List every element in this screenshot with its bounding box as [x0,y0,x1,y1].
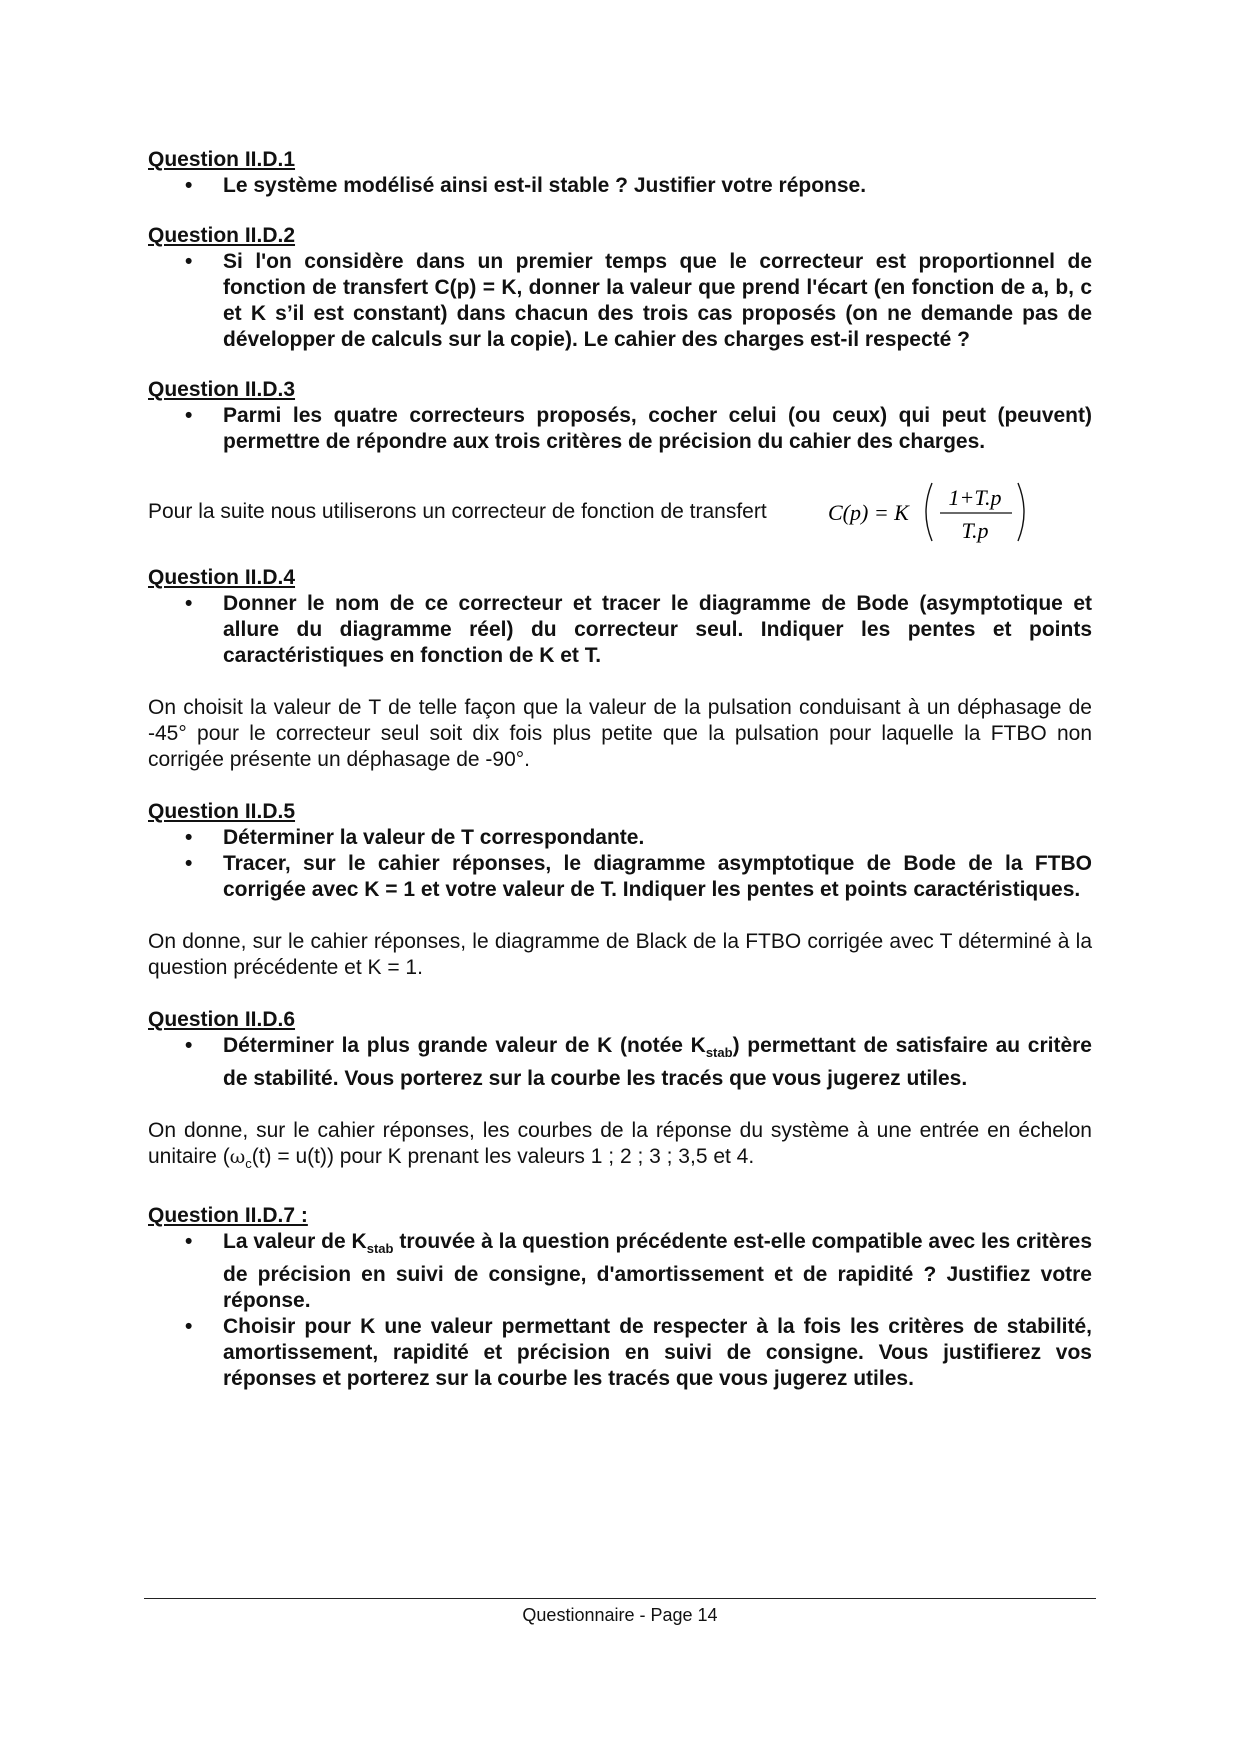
question-title: Question II.D.1 [148,148,296,171]
page-content [148,147,1092,1392]
bullet-list [148,173,1092,199]
paragraph-text: On donne, sur le cahier réponses, les courbes de la réponse du système à une entrée en échelon unitaire ( [148,1119,1092,1168]
omega-symbol: ω [229,1146,246,1168]
paragraph-text: (t) = u(t)) pour K prenant les valeurs 1 ; 2 ; 3 ; 3,5 et 4. [251,1145,755,1168]
bullet-list [148,403,1092,455]
subscript: c [245,1156,252,1171]
bullet-item [148,173,1092,199]
formula-row [148,475,1092,549]
bullet-text: ) permettant de satisfaire au critère de stabilité. Vous porterez sur la courbe les tracés que vous jugerez utiles. [223,1034,1092,1090]
bullet-list [148,591,1092,669]
subscript: stab [705,1045,733,1060]
bullet-item [148,825,1092,851]
question-title: Question II.D.3 [148,378,296,401]
bullet-item [148,403,1092,455]
bullet-icon: • [185,174,193,197]
formula-denominator: T.p [961,518,989,543]
question-title: Question II.D.6 [148,1008,296,1031]
formula-numerator: 1+T.p [948,485,1002,510]
paragraph: On choisit la valeur de T de telle façon que la valeur de la pulsation conduisant à un déphasage de -45° pour le correcteur seul soit dix fois plus petite que la pulsation pour laquelle la FTBO non corrigée présente un déphasage de -90°. [148,696,1092,771]
bullet-icon: • [185,1315,193,1338]
bullet-icon: • [185,826,193,849]
bullet-icon: • [185,852,193,875]
question-title: Question II.D.7 : [148,1204,308,1227]
page-footer: Questionnaire - Page 14 [522,1605,718,1625]
bullet-icon: • [185,250,193,273]
bullet-text: Le système modélisé ainsi est-il stable ? Justifier votre réponse. [223,174,867,197]
bullet-item [148,1229,1092,1314]
formula-intro: Pour la suite nous utiliserons un correcteur de fonction de transfert [148,500,767,523]
bullet-text: Tracer, sur le cahier réponses, le diagramme asymptotique de Bode de la FTBO corrigée avec K = 1 et votre valeur de T. Indiquer les pentes et points caractéristiques. [223,852,1092,901]
bullet-list [148,1229,1092,1392]
paragraph: On donne, sur le cahier réponses, le diagramme de Black de la FTBO corrigée avec T déterminé à la question précédente et K = 1. [148,930,1092,979]
bullet-icon: • [185,592,193,615]
bullet-text: La valeur de K [223,1230,367,1253]
bullet-text: Donner le nom de ce correcteur et tracer le diagramme de Bode (asymptotique et allure du diagramme réel) du correcteur seul. Indiquer les pentes et points caractéristiques en fonction de K et T. [223,592,1092,667]
footer-divider [144,1598,1096,1599]
formula-lhs: C(p) = K [828,500,909,525]
bullet-icon: • [185,404,193,427]
bullet-text: Parmi les quatre correcteurs proposés, cocher celui (ou ceux) qui peut (peuvent) permettre de répondre aux trois critères de précision du cahier des charges. [223,404,1092,453]
transfer-function-formula [828,475,1038,549]
question-title: Question II.D.2 [148,224,296,247]
bullet-text: Déterminer la valeur de T correspondante. [223,826,645,849]
bullet-item [148,851,1092,903]
subscript: stab [366,1241,394,1256]
bullet-text: Déterminer la plus grande valeur de K (notée K [223,1034,706,1057]
bullet-list [148,249,1092,353]
bullet-icon: • [185,1034,193,1057]
bullet-item [148,591,1092,669]
bullet-list [148,1033,1092,1092]
bullet-icon: • [185,1230,193,1253]
bullet-item [148,1033,1092,1092]
question-title: Question II.D.4 [148,566,296,589]
bullet-text: trouvée à la question précédente est-elle compatible avec les critères de précision en suivi de consigne, d'amortissement et de rapidité ? Justifiez votre réponse. [223,1230,1092,1312]
bullet-text: Si l'on considère dans un premier temps que le correcteur est proportionnel de fonction de transfert C(p) = K, donner la valeur que prend l'écart (en fonction de a, b, c et K s’il est constant) dans chacun des trois cas proposés (on ne demande pas de développer de calculs sur la copie). Le cahier des charges est-il respecté ? [223,250,1092,351]
bullet-item [148,1314,1092,1392]
bullet-list [148,825,1092,903]
paragraph [148,1118,1092,1177]
bullet-text: Choisir pour K une valeur permettant de respecter à la fois les critères de stabilité, amortissement, rapidité et précision en suivi de consigne. Vous justifierez vos réponses et porterez sur la courbe les tracés que vous jugerez utiles. [223,1315,1092,1390]
right-paren [1018,483,1024,541]
question-title: Question II.D.5 [148,800,296,823]
left-paren [926,483,932,541]
bullet-item [148,249,1092,353]
